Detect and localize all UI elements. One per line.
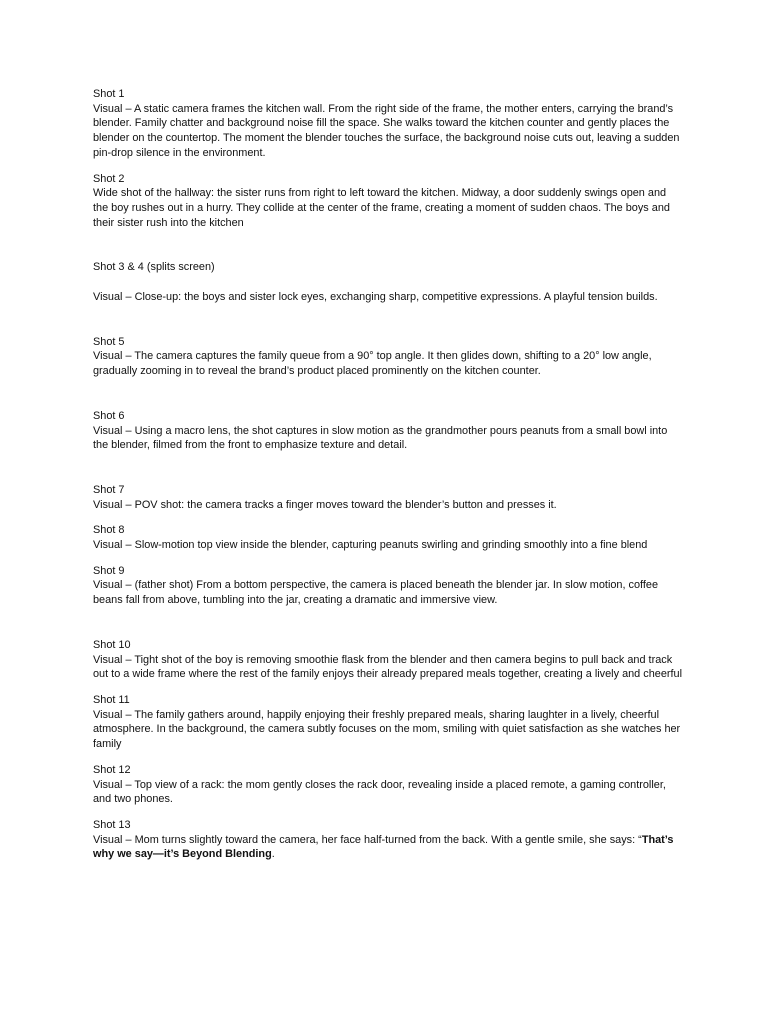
shot-visual: Visual – (father shot) From a bottom perspective, the camera is placed beneath the blender jar. In slow motion, coffee beans fall from above, tumbling into the jar, creating a dramatic and immersive view. [93,579,659,607]
tagline-bold: That’s why we say—it’s Beyond Blending [93,833,674,861]
shot-13 [93,818,683,862]
visual-prefix: Visual – Mom turns slightly toward the camera, her face half-turned from the back. With a gentle smile, she says: “ [93,833,642,846]
shot-10 [93,638,683,682]
shot-2 [93,172,683,231]
shot-title: Shot 5 [93,335,125,348]
shot-visual: Visual – A static camera frames the kitchen wall. From the right side of the frame, the mother enters, carrying the brand’s blender. Family chatter and background noise fill the space. She walks toward the kitchen counter and gently places the blender on the countertop. The moment the blender touches the surface, the background noise cuts out, leaving a sudden pin-drop silence in the environment. [93,102,680,159]
shot-title: Shot 10 [93,638,131,651]
shot-visual: Visual – POV shot: the camera tracks a finger moves toward the blender’s button and presses it. [93,498,557,511]
shot-visual: Wide shot of the hallway: the sister runs from right to left toward the kitchen. Midway, a door suddenly swings open and the boy rushes out in a hurry. They collide at the center of the frame, creating a moment of sudden chaos. The boys and their sister rush into the kitchen [93,187,670,229]
shot-7 [93,483,683,512]
shot-3-4 [93,260,683,304]
shot-visual: Visual – Top view of a rack: the mom gently closes the rack door, revealing inside a placed remote, a gaming controller, and two phones. [93,778,666,806]
shot-visual [93,833,683,862]
shot-5 [93,335,683,379]
shot-1 [93,87,683,161]
shot-visual: Visual – Tight shot of the boy is removing smoothie flask from the blender and then camera begins to pull back and track out to a wide frame where the rest of the family enjoys their already prepared meals together, creating a lively and cheerful [93,653,683,681]
shot-title: Shot 9 [93,564,125,577]
shot-9 [93,564,683,608]
script-document [93,87,683,862]
shot-title: Shot 2 [93,172,125,185]
shot-title: Shot 13 [93,818,131,831]
shot-visual: Visual – The family gathers around, happily enjoying their freshly prepared meals, sharing laughter in a lively, cheerful atmosphere. In the background, the camera subtly focuses on the mom, smiling with quiet satisfaction as she watches her family [93,708,681,751]
shot-visual: Visual – The camera captures the family queue from a 90° top angle. It then glides down, shifting to a 20° low angle, gradually zooming in to reveal the brand’s product placed prominently on the kitchen counter. [93,350,652,378]
shot-title: Shot 7 [93,483,125,496]
shot-title: Shot 6 [93,409,125,422]
shot-6 [93,409,683,453]
shot-12 [93,763,683,807]
shot-title: Shot 8 [93,524,125,537]
shot-visual: Visual – Close-up: the boys and sister lock eyes, exchanging sharp, competitive expressions. A playful tension builds. [93,291,658,304]
shot-visual: Visual – Slow-motion top view inside the blender, capturing peanuts swirling and grinding smoothly into a fine blend [93,539,648,552]
shot-8 [93,523,683,552]
shot-visual: Visual – Using a macro lens, the shot captures in slow motion as the grandmother pours peanuts from a small bowl into the blender, filmed from the front to emphasize texture and detail. [93,424,668,452]
shot-title: Shot 1 [93,88,125,100]
shot-title: Shot 11 [93,693,130,706]
shot-11 [93,693,683,752]
visual-suffix: . [271,848,275,861]
shot-title: Shot 3 & 4 (splits screen) [93,261,215,274]
shot-title: Shot 12 [93,763,131,776]
